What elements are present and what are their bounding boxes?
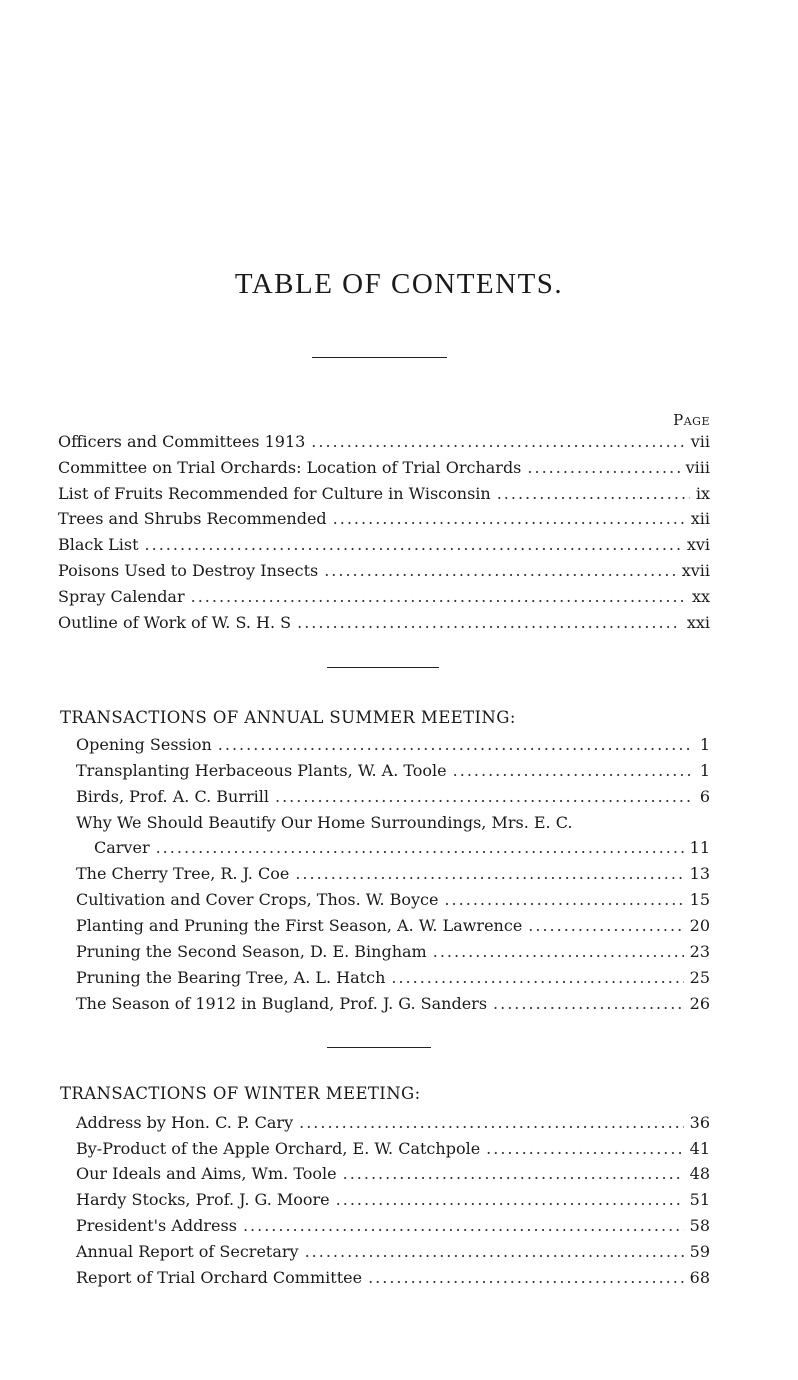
entry-title: Transplanting Herbaceous Plants, W. A. Toole [76, 761, 447, 780]
dot-leader [368, 1268, 684, 1288]
dot-leader [275, 787, 694, 807]
dot-leader [191, 587, 686, 607]
section-heading: TRANSACTIONS OF WINTER MEETING: [60, 1084, 421, 1103]
entry-page: viii [685, 458, 710, 477]
dot-leader [497, 484, 690, 504]
entry-page: 68 [689, 1268, 710, 1287]
entry-page: vii [690, 432, 710, 451]
toc-entry [76, 1164, 710, 1184]
toc-entry [76, 942, 710, 962]
toc-entry [58, 535, 710, 555]
entry-title: Our Ideals and Aims, Wm. Toole [76, 1164, 337, 1183]
entry-page: 1 [699, 735, 710, 754]
entry-page: 20 [689, 916, 710, 935]
entry-page: 59 [689, 1242, 710, 1261]
entry-title: Outline of Work of W. S. H. S [58, 613, 292, 632]
toc-entry [76, 761, 710, 781]
toc-entry [76, 890, 710, 910]
toc-entry [76, 916, 710, 936]
entry-title: Pruning the Bearing Tree, A. L. Hatch [76, 968, 386, 987]
title-rule [312, 357, 447, 358]
entry-title: Officers and Committees 1913 [58, 432, 306, 451]
toc-entry [76, 1139, 710, 1159]
section-rule [327, 667, 439, 668]
dot-leader [295, 864, 683, 884]
entry-page: ix [695, 484, 710, 503]
section-rule [327, 1047, 431, 1048]
toc-entry [58, 613, 710, 633]
entry-title: The Season of 1912 in Bugland, Prof. J. G. Sanders [76, 994, 488, 1013]
entry-title: Opening Session [76, 735, 212, 754]
entry-page: 51 [689, 1190, 710, 1209]
dot-leader [486, 1139, 683, 1159]
page-title: TABLE OF CONTENTS. [234, 268, 564, 300]
toc-entry [58, 561, 710, 581]
entry-page: xii [690, 509, 710, 528]
entry-page: 11 [689, 838, 710, 857]
entry-title: Cultivation and Cover Crops, Thos. W. Boyce [76, 890, 439, 909]
toc-entry [76, 864, 710, 884]
entry-page: 23 [689, 942, 710, 961]
section-heading: TRANSACTIONS OF ANNUAL SUMMER MEETING: [60, 708, 516, 727]
entry-page: 6 [699, 787, 710, 806]
entry-title: Birds, Prof. A. C. Burrill [76, 787, 269, 806]
dot-leader [527, 458, 679, 478]
dot-leader [493, 994, 684, 1014]
entry-title: Pruning the Second Season, D. E. Bingham [76, 942, 427, 961]
entry-page: xxi [686, 613, 710, 632]
dot-leader [243, 1216, 684, 1236]
entry-title: Address by Hon. C. P. Cary [76, 1113, 294, 1132]
toc-entry [76, 1242, 710, 1262]
toc-entry [76, 1268, 710, 1288]
toc-entry [94, 838, 710, 858]
entry-page: 1 [699, 761, 710, 780]
dot-leader [343, 1164, 684, 1184]
entry-page: 15 [689, 890, 710, 909]
dot-leader [391, 968, 683, 988]
toc-entry [76, 968, 710, 988]
dot-leader [528, 916, 683, 936]
toc-entry [58, 432, 710, 452]
entry-page: 41 [689, 1139, 710, 1158]
toc-entry [76, 994, 710, 1014]
dot-leader [444, 890, 683, 910]
entry-page: 26 [689, 994, 710, 1013]
dot-leader [324, 561, 676, 581]
entry-title: Trees and Shrubs Recommended [58, 509, 327, 528]
toc-entry [58, 458, 710, 478]
entry-page: 58 [689, 1216, 710, 1235]
entry-title: President's Address [76, 1216, 237, 1235]
dot-leader [433, 942, 684, 962]
entry-title: The Cherry Tree, R. J. Coe [76, 864, 290, 883]
toc-entry [58, 587, 710, 607]
toc-entry [76, 1216, 710, 1236]
dot-leader [311, 432, 684, 452]
toc-entry [76, 1113, 710, 1133]
entry-page: 48 [689, 1164, 710, 1183]
dot-leader [299, 1113, 684, 1133]
entry-title: Spray Calendar [58, 587, 185, 606]
dot-leader [156, 838, 684, 858]
toc-entry [58, 484, 710, 504]
dot-leader [336, 1190, 684, 1210]
dot-leader [218, 735, 694, 755]
entry-page: 25 [689, 968, 710, 987]
entry-title: Poisons Used to Destroy Insects [58, 561, 319, 580]
entry-page: 13 [689, 864, 710, 883]
entry-page: 36 [689, 1113, 710, 1132]
entry-title: Annual Report of Secretary [76, 1242, 299, 1261]
entry-title: Hardy Stocks, Prof. J. G. Moore [76, 1190, 330, 1209]
page-column-heading: Page [673, 411, 710, 429]
entry-title: By-Product of the Apple Orchard, E. W. Catchpole [76, 1139, 481, 1158]
dot-leader [453, 761, 694, 781]
dot-leader [297, 613, 681, 633]
entry-page: xvi [686, 535, 710, 554]
entry-title: Black List [58, 535, 139, 554]
entry-title: Committee on Trial Orchards: Location of Trial Orchards [58, 458, 522, 477]
entry-title: Report of Trial Orchard Committee [76, 1268, 363, 1287]
entry-page: xvii [681, 561, 710, 580]
dot-leader [333, 509, 685, 529]
dot-leader [305, 1242, 684, 1262]
toc-entry [76, 787, 710, 807]
toc-entry [76, 1190, 710, 1210]
toc-entry [76, 735, 710, 755]
entry-title: Planting and Pruning the First Season, A. W. Lawrence [76, 916, 523, 935]
dot-leader [145, 535, 681, 555]
toc-entry-first-line: Why We Should Beautify Our Home Surroundings, Mrs. E. C. [76, 813, 573, 832]
entry-title: List of Fruits Recommended for Culture in Wisconsin [58, 484, 491, 503]
entry-page: xx [691, 587, 710, 606]
toc-entry [58, 509, 710, 529]
entry-title-continuation: Carver [94, 838, 150, 857]
